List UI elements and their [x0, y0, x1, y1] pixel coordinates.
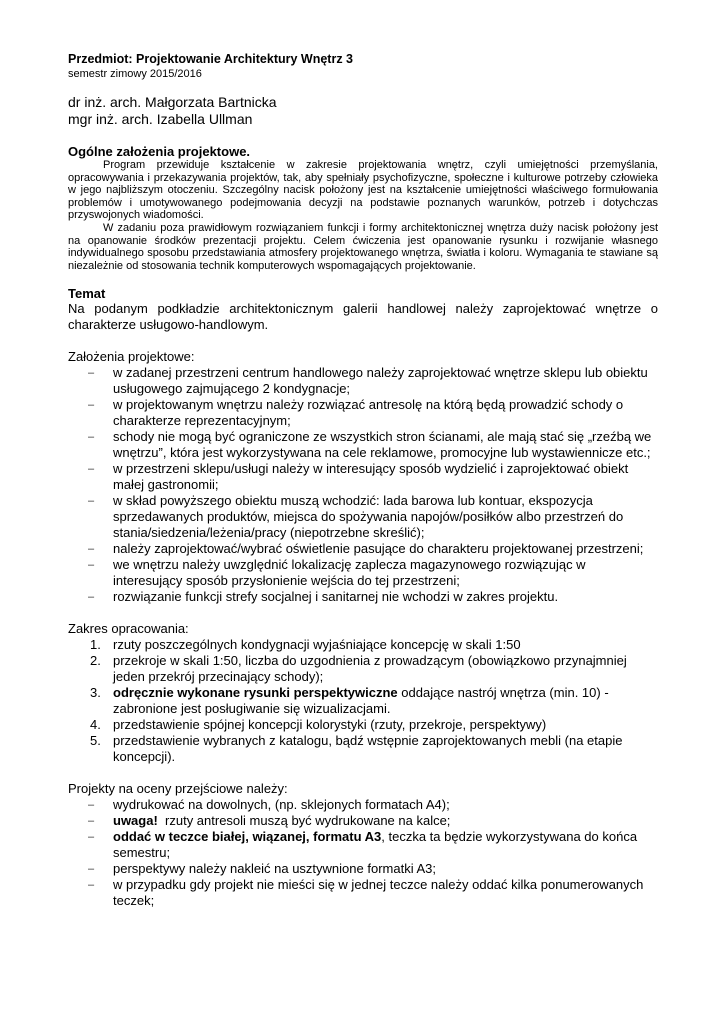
number-marker: 5. [90, 733, 101, 749]
general-paragraph-1: Program przewiduje kształcenie w zakresie projektowania wnętrz, czyli umiejętności przemyślania, opracowywania i przekazywania projektów, tak, aby spełniały psychofizyczne, społeczne i kulturowe potrzeby człowieka w jego najbliższym otoczeniu. Szczególny nacisk położony jest na kształcenie umiejętności właściwego formułowania problemów i umotywowanego podejmowania decyzji na podstawie poznanych warunków, potrzeb i dotychczas przyswojonych wiadomości. [68, 159, 658, 222]
list-item: – w skład powyższego obiektu muszą wchodzić: lada barowa lub kontuar, ekspozycja sprzedawanych produktów, miejsca do spożywania napojów/posiłków albo przestrzeń do stania/siedzenia/leżenia/pracy (niepotrzebne skreślić); [88, 493, 624, 541]
assumptions-label: Założenia projektowe: [68, 349, 195, 365]
dash-marker: – [88, 831, 95, 844]
list-item: – uwaga! rzuty antresoli muszą być wydrukowane na kalce; [88, 813, 451, 829]
number-marker: 1. [90, 637, 101, 653]
list-item: – perspektywy należy nakleić na usztywnione formatki A3; [88, 861, 436, 877]
list-item: – oddać w teczce białej, wiązanej, formatu A3, teczka ta będzie wykorzystywana do końca semestru; [88, 829, 638, 861]
dash-marker: – [88, 559, 95, 572]
list-item: – schody nie mogą być ograniczone ze wszystkich stron ścianami, ale mają stać się „rzeźbą we wnętrzu”, która jest wykorzystywana na cele reklamowe, promocyjne lub wystawiennicze etc.; [88, 429, 652, 461]
dash-marker: – [88, 367, 95, 380]
number-marker: 2. [90, 653, 101, 669]
dash-marker: – [88, 799, 95, 812]
dash-marker: – [88, 399, 95, 412]
list-item: – we wnętrzu należy uwzględnić lokalizację zaplecza magazynowego rozwiązując w interesujący sposób przysłonienie wejścia do tej przestrzeni; [88, 557, 586, 589]
list-item: 4. przedstawienie spójnej koncepcji kolorystyki (rzuty, przekroje, perspektywy) [90, 717, 547, 733]
number-marker: 3. [90, 685, 101, 701]
dash-marker: – [88, 431, 95, 444]
general-heading: Ogólne założenia projektowe. [68, 144, 251, 159]
list-item: 2. przekroje w skali 1:50, liczba do uzgodnienia z prowadzącym (obowiązkowo przynajmniej jeden przekrój przecinający schody); [90, 653, 627, 685]
scope-list [68, 637, 658, 765]
document-page [68, 52, 658, 909]
author-2: mgr inż. arch. Izabella Ullman [68, 111, 253, 127]
dash-marker: – [88, 463, 95, 476]
dash-marker: – [88, 879, 95, 892]
list-item: 5. przedstawienie wybranych z katalogu, bądź wstępnie zaprojektowanych mebli (na etapie koncepcji). [90, 733, 623, 765]
dash-marker: – [88, 863, 95, 876]
semester-line: semestr zimowy 2015/2016 [68, 68, 202, 80]
topic-text: Na podanym podkładzie architektonicznym galerii handlowej należy zaprojektować wnętrze o charakterze usługowo-handlowym. [68, 301, 658, 333]
list-item: – wydrukować na dowolnych, (np. sklejonych formatach A4); [88, 797, 450, 813]
list-item: 1. rzuty poszczególnych kondygnacji wyjaśniające koncepcję w skali 1:50 [90, 637, 521, 653]
dash-marker: – [88, 815, 95, 828]
author-1: dr inż. arch. Małgorzata Bartnicka [68, 94, 277, 110]
dash-marker: – [88, 543, 95, 556]
dash-marker: – [88, 591, 95, 604]
list-item: – w projektowanym wnętrzu należy rozwiązać antresolę na którą będą prowadzić schody o charakterze reprezentacyjnym; [88, 397, 624, 429]
list-item: – rozwiązanie funkcji strefy socjalnej i sanitarnej nie wchodzi w zakres projektu. [88, 589, 559, 605]
dash-marker: – [88, 495, 95, 508]
topic-heading: Temat [68, 286, 106, 302]
subject-title: Przedmiot: Projektowanie Architektury Wnętrz 3 [68, 52, 354, 66]
assumptions-list [68, 365, 658, 605]
list-item: – w przypadku gdy projekt nie mieści się w jednej teczce należy oddać kilka ponumerowanych teczek; [88, 877, 644, 909]
general-paragraph-2: W zadaniu poza prawidłowym rozwiązaniem funkcji i formy architektonicznej wnętrza duży nacisk położony jest na opanowanie środków prezentacji projektu. Celem ćwiczenia jest opanowanie rysunku i rozwijanie własnego indywidualnego sposobu przedstawiania atmosfery projektowanego wnętrza, światła i koloru. Wymagania te stawiane są niezależnie od stosowania technik komputerowych wspomagających projektowanie. [68, 221, 658, 272]
authors-block [68, 94, 658, 128]
projects-label: Projekty na oceny przejściowe należy: [68, 781, 288, 797]
number-marker: 4. [90, 717, 101, 733]
list-item: – w przestrzeni sklepu/usługi należy w interesujący sposób wydzielić i zaprojektować obiekt małej gastronomii; [88, 461, 629, 493]
scope-label: Zakres opracowania: [68, 621, 189, 637]
list-item: – w zadanej przestrzeni centrum handlowego należy zaprojektować wnętrze sklepu lub obiektu usługowego zajmującego 2 kondygnacje; [88, 365, 648, 397]
list-item: 3. odręcznie wykonane rysunki perspektywiczne oddające nastrój wnętrza (min. 10) - zabronione jest posługiwanie się wizualizacjami. [90, 685, 609, 717]
projects-list [68, 797, 658, 909]
list-item: – należy zaprojektować/wybrać oświetlenie pasujące do charakteru projektowanej przestrzeni; [88, 541, 644, 557]
